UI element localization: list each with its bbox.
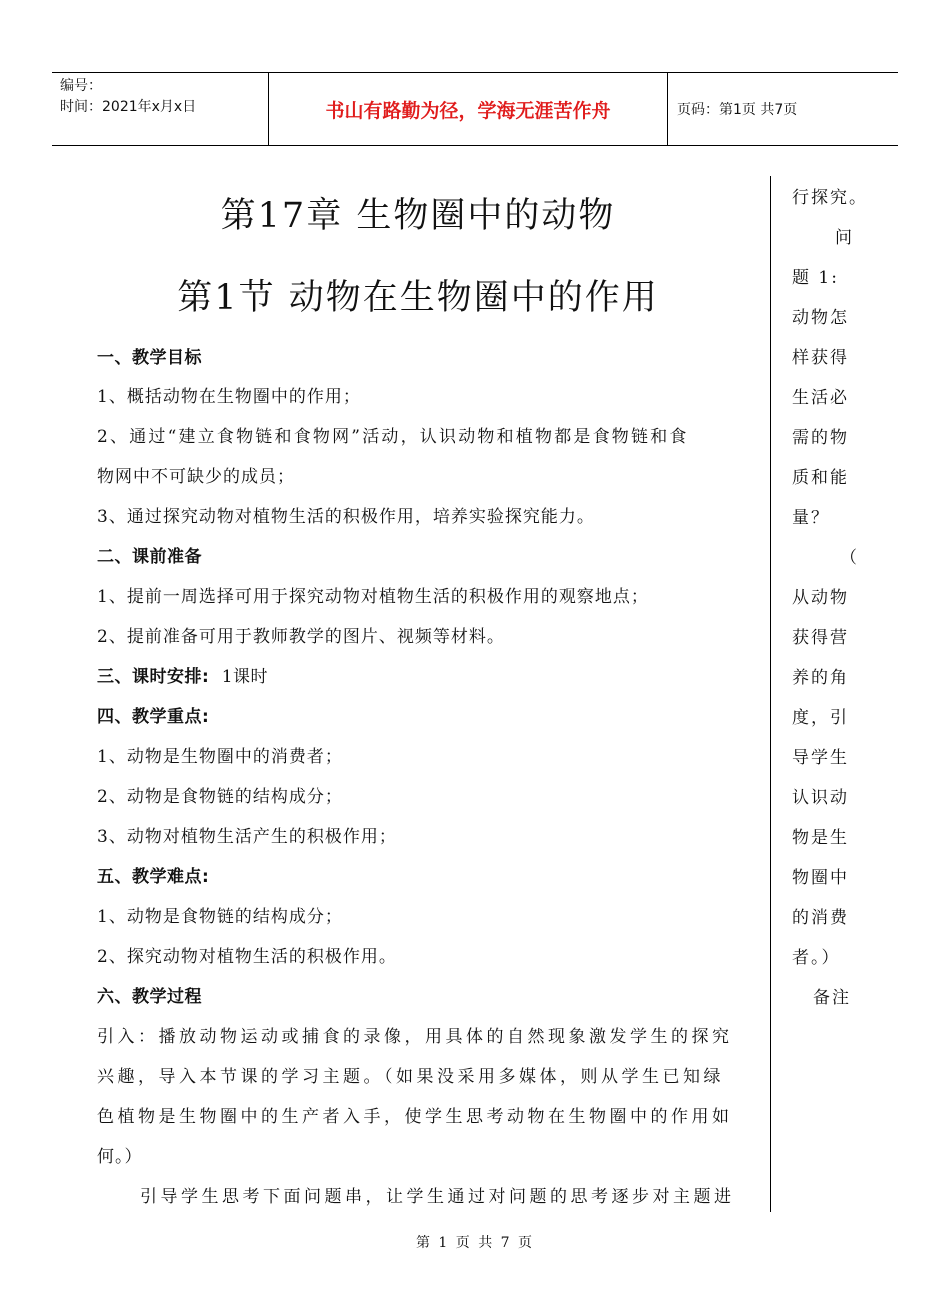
side-note-line: 养的角: [792, 668, 849, 688]
section-title: 第1节 动物在生物圈中的作用: [177, 278, 659, 318]
prep-item: 1、提前一周选择可用于探究动物对植物生活的积极作用的观察地点；: [97, 587, 649, 607]
header-meta: [60, 76, 196, 118]
side-note-line: 的消费: [792, 908, 849, 928]
heading-key-points: 四、教学重点:: [97, 707, 210, 727]
intro-paragraph: 何。）: [97, 1147, 143, 1167]
number-label: 编号：: [60, 78, 102, 94]
key-point-item: 1、动物是生物圈中的消费者；: [97, 747, 343, 767]
side-note-line: 认识动: [792, 788, 849, 808]
key-point-item: 2、动物是食物链的结构成分；: [97, 787, 343, 807]
side-column-divider: [770, 176, 771, 1212]
side-note-line: 行探究。: [792, 188, 868, 208]
side-note-line: 样获得: [792, 348, 849, 368]
side-note-line: 者。）: [792, 948, 841, 968]
schedule-value: 1课时: [221, 667, 269, 687]
heading-schedule-label: 三、课时安排:: [97, 667, 210, 687]
header-divider: [667, 73, 668, 145]
header-motto: 书山有路勤为径，学海无涯苦作舟: [325, 99, 611, 122]
key-point-item: 3、动物对植物生活产生的积极作用；: [97, 827, 397, 847]
side-note-line: 动物怎: [792, 308, 849, 328]
heading-schedule: [97, 662, 268, 687]
chapter-title: 第17章 生物圈中的动物: [220, 196, 616, 236]
difficulty-item: 1、动物是食物链的结构成分；: [97, 907, 343, 927]
side-note-line: 质和能: [792, 468, 849, 488]
heading-preparation: 二、课前准备: [97, 547, 202, 567]
side-note-line: 从动物: [792, 588, 849, 608]
side-note-line: 获得营: [792, 628, 849, 648]
goal-item: 1、概括动物在生物圈中的作用；: [97, 387, 361, 407]
side-note-line: 需的物: [792, 428, 849, 448]
side-note-line: 量？: [792, 508, 830, 528]
page-footer: 第 1 页 共 7 页: [415, 1235, 535, 1251]
side-note-line: （: [840, 548, 859, 568]
time-label: 时间：2021年x月x日: [60, 99, 197, 115]
side-note-line: 题 1:: [792, 268, 839, 288]
side-note-line: 度，引: [792, 708, 849, 728]
guide-paragraph: 引导学生思考下面问题串，让学生通过对问题的思考逐步对主题进: [140, 1187, 735, 1207]
heading-process: 六、教学过程: [97, 987, 202, 1007]
side-note-line: 生活必: [792, 388, 849, 408]
side-note-line: 问: [835, 228, 854, 248]
prep-item: 2、提前准备可用于教师教学的图片、视频等材料。: [97, 627, 505, 647]
intro-paragraph: 兴趣，导入本节课的学习主题。（如果没采用多媒体，则从学生已知绿: [97, 1067, 724, 1087]
goal-item: 3、通过探究动物对植物生活的积极作用，培养实验探究能力。: [97, 507, 595, 527]
difficulty-item: 2、探究动物对植物生活的积极作用。: [97, 947, 397, 967]
intro-paragraph: 色植物是生物圈中的生产者入手，使学生思考动物在生物圈中的作用如: [97, 1107, 733, 1127]
page-header: [52, 72, 898, 146]
header-page-info: 页码：第1页 共7页: [677, 102, 798, 118]
heading-difficulties: 五、教学难点:: [97, 867, 210, 887]
intro-paragraph: 引入：播放动物运动或捕食的录像，用具体的自然现象激发学生的探究: [97, 1027, 733, 1047]
goal-item: 2、通过“建立食物链和食物网”活动，认识动物和植物都是食物链和食: [97, 427, 689, 447]
side-note-remarks: 备注: [813, 988, 851, 1008]
side-note-line: 物是生: [792, 828, 849, 848]
side-note-line: 导学生: [792, 748, 849, 768]
heading-goals: 一、教学目标: [97, 348, 202, 368]
side-note-line: 物圈中: [792, 868, 849, 888]
goal-item-continued: 物网中不可缺少的成员；: [97, 467, 295, 487]
